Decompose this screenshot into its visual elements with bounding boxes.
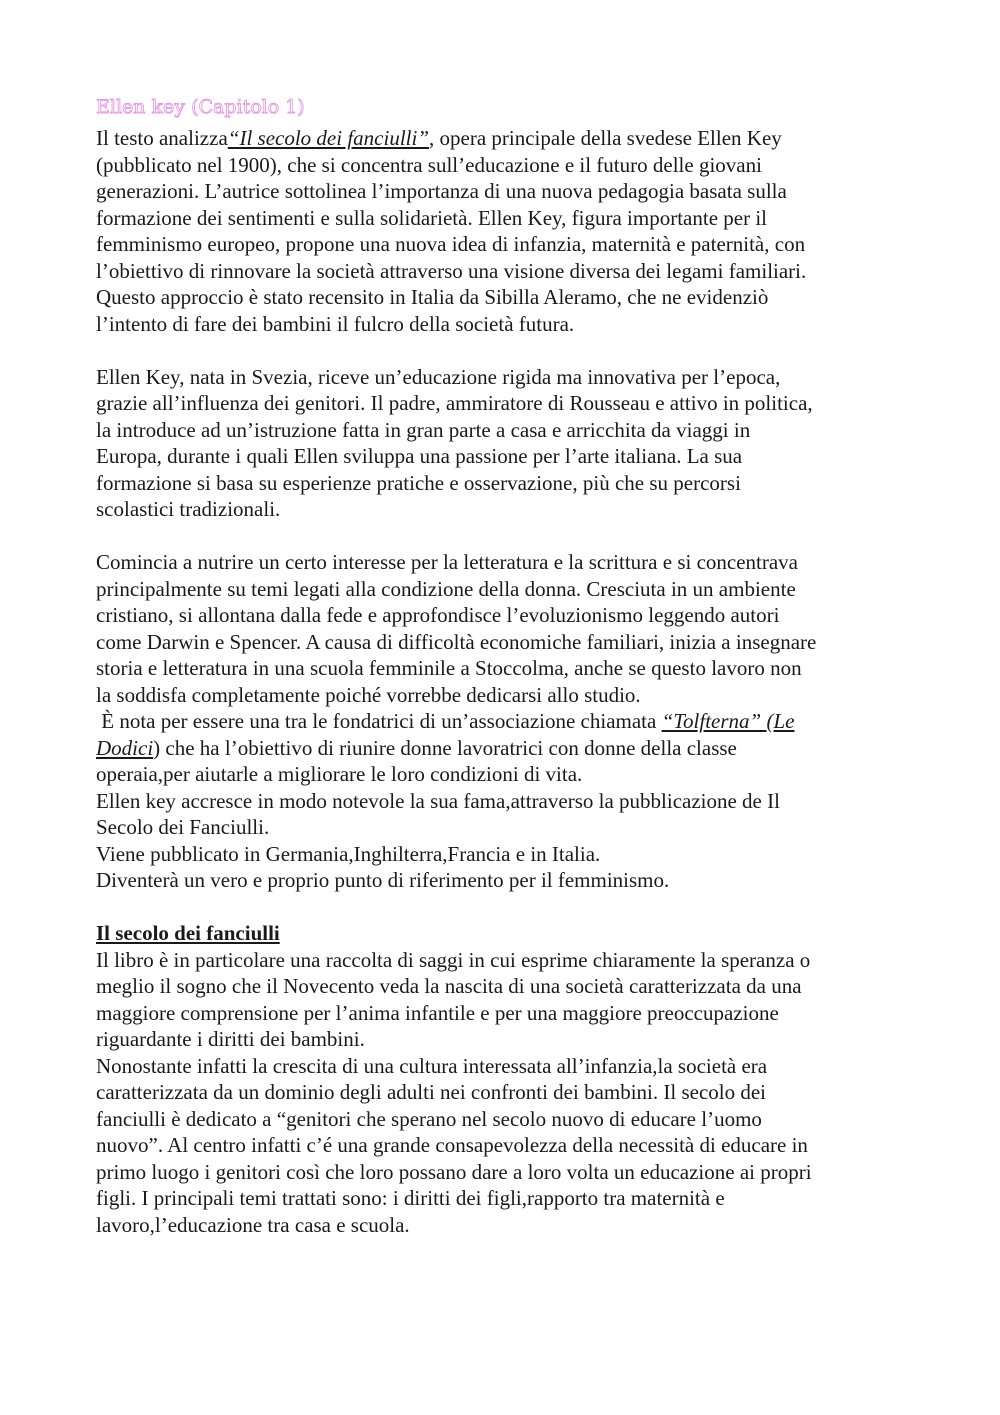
text-line: principalmente su temi legati alla condizione della donna. Cresciuta in un ambiente: [96, 576, 796, 601]
text-span: ) che ha l’obiettivo di riunire donne lavoratrici con donne della classe: [153, 735, 737, 760]
text-line: meglio il sogno che il Novecento veda la nascita di una società caratterizzata da una: [96, 974, 802, 998]
text-line: Viene pubblicato in Germania,Inghilterra,Francia e in Italia.: [96, 841, 601, 866]
text-line: (pubblicato nel 1900), che si concentra sull’educazione e il futuro delle giovani: [96, 152, 762, 177]
paragraph-career: [96, 549, 916, 894]
text-line: l’intento di fare dei bambini il fulcro della società futura.: [96, 311, 575, 336]
text-line: primo luogo i genitori così che loro possano dare a loro volta un educazione ai propri: [96, 1159, 812, 1184]
document-title: Ellen key (Capitolo 1): [96, 96, 305, 118]
section-heading: Il secolo dei fanciulli: [96, 921, 280, 945]
text-line: generazioni. L’autrice sottolinea l’importanza di una nuova pedagogia basata sulla: [96, 179, 787, 203]
text-line: Questo approccio è stato recensito in Italia da Sibilla Aleramo, che ne evidenziò: [96, 285, 769, 309]
text-line: storia e letteratura in una scuola femminile a Stoccolma, anche se questo lavoro non: [96, 656, 802, 680]
text-line: figli. I principali temi trattati sono: i diritti dei figli,rapporto tra maternità e: [96, 1186, 725, 1210]
text-span: , opera principale della svedese Ellen Key: [429, 126, 782, 150]
text-line: Ellen key accresce in modo notevole la sua fama,attraverso la pubblicazione de Il: [96, 788, 780, 813]
book-title-reference: “Il secolo dei fanciulli”: [227, 126, 429, 150]
paragraph-intro: [96, 125, 916, 337]
text-line: [96, 735, 916, 762]
association-name-reference: Dodici: [96, 735, 154, 760]
paragraph-spacer: [96, 337, 916, 364]
text-line: riguardante i diritti dei bambini.: [96, 1027, 365, 1051]
text-line: la soddisfa completamente poiché vorrebbe dedicarsi allo studio.: [96, 682, 641, 707]
document-page: [96, 93, 916, 1238]
text-line: femminismo europeo, propone una nuova idea di infanzia, maternità e paternità, con: [96, 232, 806, 256]
text-line: [96, 708, 916, 735]
text-line: formazione si basa su esperienze pratiche e osservazione, più che su percorsi: [96, 470, 741, 495]
association-name-reference: “Tolfterna” (Le: [661, 709, 795, 733]
text-line: nuovo”. Al centro infatti c’é una grande consapevolezza della necessità di educare in: [96, 1133, 808, 1157]
text-line: caratterizzata da un dominio degli adulti nei confronti dei bambini. Il secolo dei: [96, 1080, 767, 1104]
text-line: Diventerà un vero e proprio punto di riferimento per il femminismo.: [96, 868, 670, 892]
text-line: Secolo dei Fanciulli.: [96, 815, 270, 839]
text-span: Il testo analizza: [96, 126, 228, 150]
text-line: scolastici tradizionali.: [96, 497, 281, 521]
text-line: fanciulli è dedicato a “genitori che sperano nel secolo nuovo di educare l’uomo: [96, 1106, 762, 1131]
text-line: l’obiettivo di rinnovare la società attraverso una visione diversa dei legami familiari.: [96, 258, 807, 283]
text-line: Nonostante infatti la crescita di una cultura interessata all’infanzia,la società era: [96, 1053, 768, 1078]
paragraph-spacer: [96, 894, 916, 921]
text-line: lavoro,l’educazione tra casa e scuola.: [96, 1212, 410, 1237]
text-line: Ellen Key, nata in Svezia, riceve un’educazione rigida ma innovativa per l’epoca,: [96, 364, 781, 389]
text-line: Il libro è in particolare una raccolta di saggi in cui esprime chiaramente la speranza o: [96, 947, 811, 972]
text-span: È nota per essere una tra le fondatrici di un’associazione chiamata: [96, 709, 662, 733]
text-line: grazie all’influenza dei genitori. Il padre, ammiratore di Rousseau e attivo in politica,: [96, 391, 813, 415]
text-line: maggiore comprensione per l’anima infantile e per una maggiore preoccupazione: [96, 1000, 779, 1025]
paragraph-spacer: [96, 523, 916, 550]
text-line: Europa, durante i quali Ellen sviluppa una passione per l’arte italiana. La sua: [96, 444, 743, 468]
text-line: operaia,per aiutarle a migliorare le loro condizioni di vita.: [96, 762, 583, 786]
text-line: come Darwin e Spencer. A causa di difficoltà economiche familiari, inizia a insegnare: [96, 629, 817, 654]
text-line: cristiano, si allontana dalla fede e approfondisce l’evoluzionismo leggendo autori: [96, 603, 780, 627]
section-book: [96, 920, 916, 1238]
text-line: [96, 125, 916, 152]
text-line: la introduce ad un’istruzione fatta in gran parte a casa e arricchita da viaggi in: [96, 417, 751, 442]
text-line: Comincia a nutrire un certo interesse per la letteratura e la scrittura e si concentrava: [96, 550, 799, 574]
text-line: formazione dei sentimenti e sulla solidarietà. Ellen Key, figura importante per il: [96, 205, 767, 230]
paragraph-biography: [96, 364, 916, 523]
